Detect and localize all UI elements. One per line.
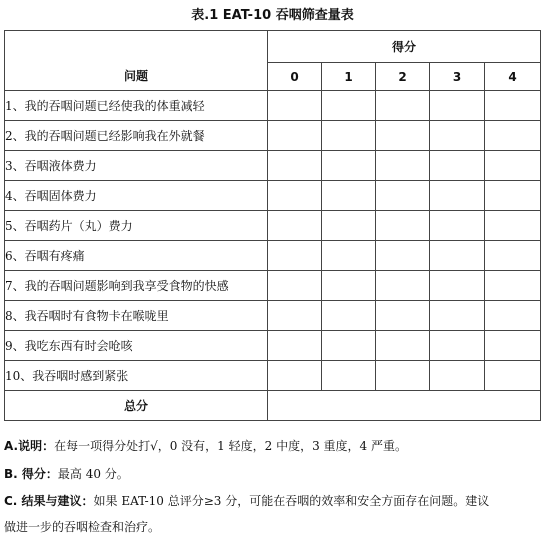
score-cell-0[interactable]: [268, 121, 322, 151]
score-cell-4[interactable]: [485, 241, 541, 271]
note-a: [4, 432, 540, 460]
question-text: 1、我的吞咽问题已经使我的体重减轻: [5, 91, 268, 121]
score-cell-2[interactable]: [376, 331, 430, 361]
score-cell-3[interactable]: [430, 241, 485, 271]
score-cell-0[interactable]: [268, 361, 322, 391]
score-cell-0[interactable]: [268, 271, 322, 301]
question-row: [5, 121, 541, 151]
note-c-continued: [4, 514, 540, 540]
score-cell-2[interactable]: [376, 91, 430, 121]
score-level-4: 4: [485, 63, 541, 91]
score-cell-3[interactable]: [430, 271, 485, 301]
question-text: 4、吞咽固体费力: [5, 181, 268, 211]
score-level-3: 3: [430, 63, 485, 91]
question-text: 8、我吞咽时有食物卡在喉咙里: [5, 301, 268, 331]
note-c: [4, 488, 540, 514]
note-a-text: 在每一项得分处打√，0 没有，1 轻度，2 中度，3 重度，4 严重。: [54, 439, 407, 453]
question-text: 7、我的吞咽问题影响到我享受食物的快感: [5, 271, 268, 301]
score-cell-4[interactable]: [485, 121, 541, 151]
question-row: [5, 361, 541, 391]
question-row: [5, 241, 541, 271]
score-cell-2[interactable]: [376, 211, 430, 241]
score-cell-4[interactable]: [485, 91, 541, 121]
score-cell-3[interactable]: [430, 121, 485, 151]
score-cell-4[interactable]: [485, 211, 541, 241]
question-text: 2、我的吞咽问题已经影响我在外就餐: [5, 121, 268, 151]
question-row: [5, 151, 541, 181]
note-b: [4, 460, 540, 488]
eat10-table: [4, 30, 541, 421]
notes-section: [4, 432, 540, 540]
score-cell-3[interactable]: [430, 91, 485, 121]
score-cell-1[interactable]: [322, 301, 376, 331]
score-cell-2[interactable]: [376, 121, 430, 151]
score-cell-0[interactable]: [268, 301, 322, 331]
total-label: 总分: [5, 391, 268, 421]
note-b-text: 最高 40 分。: [57, 467, 129, 481]
score-cell-2[interactable]: [376, 181, 430, 211]
question-row: [5, 91, 541, 121]
score-cell-1[interactable]: [322, 271, 376, 301]
score-cell-2[interactable]: [376, 301, 430, 331]
question-header: 问题: [5, 31, 268, 91]
score-cell-1[interactable]: [322, 91, 376, 121]
score-cell-2[interactable]: [376, 151, 430, 181]
question-text: 3、吞咽液体费力: [5, 151, 268, 181]
score-cell-3[interactable]: [430, 361, 485, 391]
score-cell-4[interactable]: [485, 301, 541, 331]
score-cell-1[interactable]: [322, 361, 376, 391]
score-cell-4[interactable]: [485, 361, 541, 391]
question-row: [5, 331, 541, 361]
score-cell-0[interactable]: [268, 91, 322, 121]
score-cell-3[interactable]: [430, 331, 485, 361]
score-cell-0[interactable]: [268, 181, 322, 211]
score-cell-1[interactable]: [322, 241, 376, 271]
score-cell-3[interactable]: [430, 181, 485, 211]
note-c-text-2: 做进一步的吞咽检查和治疗。: [4, 520, 161, 534]
score-cell-3[interactable]: [430, 301, 485, 331]
score-cell-4[interactable]: [485, 151, 541, 181]
note-c-text-1: 如果 EAT-10 总评分≥3 分，可能在吞咽的效率和安全方面存在问题。建议: [93, 494, 490, 508]
score-cell-0[interactable]: [268, 211, 322, 241]
question-text: 9、我吃东西有时会呛咳: [5, 331, 268, 361]
score-cell-1[interactable]: [322, 211, 376, 241]
score-cell-3[interactable]: [430, 151, 485, 181]
question-row: [5, 181, 541, 211]
question-text: 5、吞咽药片（丸）费力: [5, 211, 268, 241]
score-cell-2[interactable]: [376, 271, 430, 301]
score-cell-4[interactable]: [485, 181, 541, 211]
score-cell-1[interactable]: [322, 181, 376, 211]
score-cell-1[interactable]: [322, 121, 376, 151]
score-cell-0[interactable]: [268, 331, 322, 361]
question-row: [5, 301, 541, 331]
page-title: 表.1 EAT-10 吞咽筛查量表: [191, 8, 354, 23]
question-text: 10、我吞咽时感到紧张: [5, 361, 268, 391]
score-level-1: 1: [322, 63, 376, 91]
score-cell-2[interactable]: [376, 241, 430, 271]
score-cell-1[interactable]: [322, 331, 376, 361]
score-cell-0[interactable]: [268, 151, 322, 181]
question-row: [5, 271, 541, 301]
score-level-0: 0: [268, 63, 322, 91]
note-a-label: A.说明：: [4, 439, 55, 453]
score-header: 得分: [268, 31, 541, 63]
score-level-2: 2: [376, 63, 430, 91]
question-text: 6、吞咽有疼痛: [5, 241, 268, 271]
total-score-cell[interactable]: [268, 391, 541, 421]
score-cell-0[interactable]: [268, 241, 322, 271]
note-c-label: C. 结果与建议：: [4, 494, 94, 508]
note-b-label: B. 得分：: [4, 467, 58, 481]
score-cell-4[interactable]: [485, 271, 541, 301]
score-cell-4[interactable]: [485, 331, 541, 361]
question-row: [5, 211, 541, 241]
score-cell-3[interactable]: [430, 211, 485, 241]
score-cell-2[interactable]: [376, 361, 430, 391]
score-cell-1[interactable]: [322, 151, 376, 181]
